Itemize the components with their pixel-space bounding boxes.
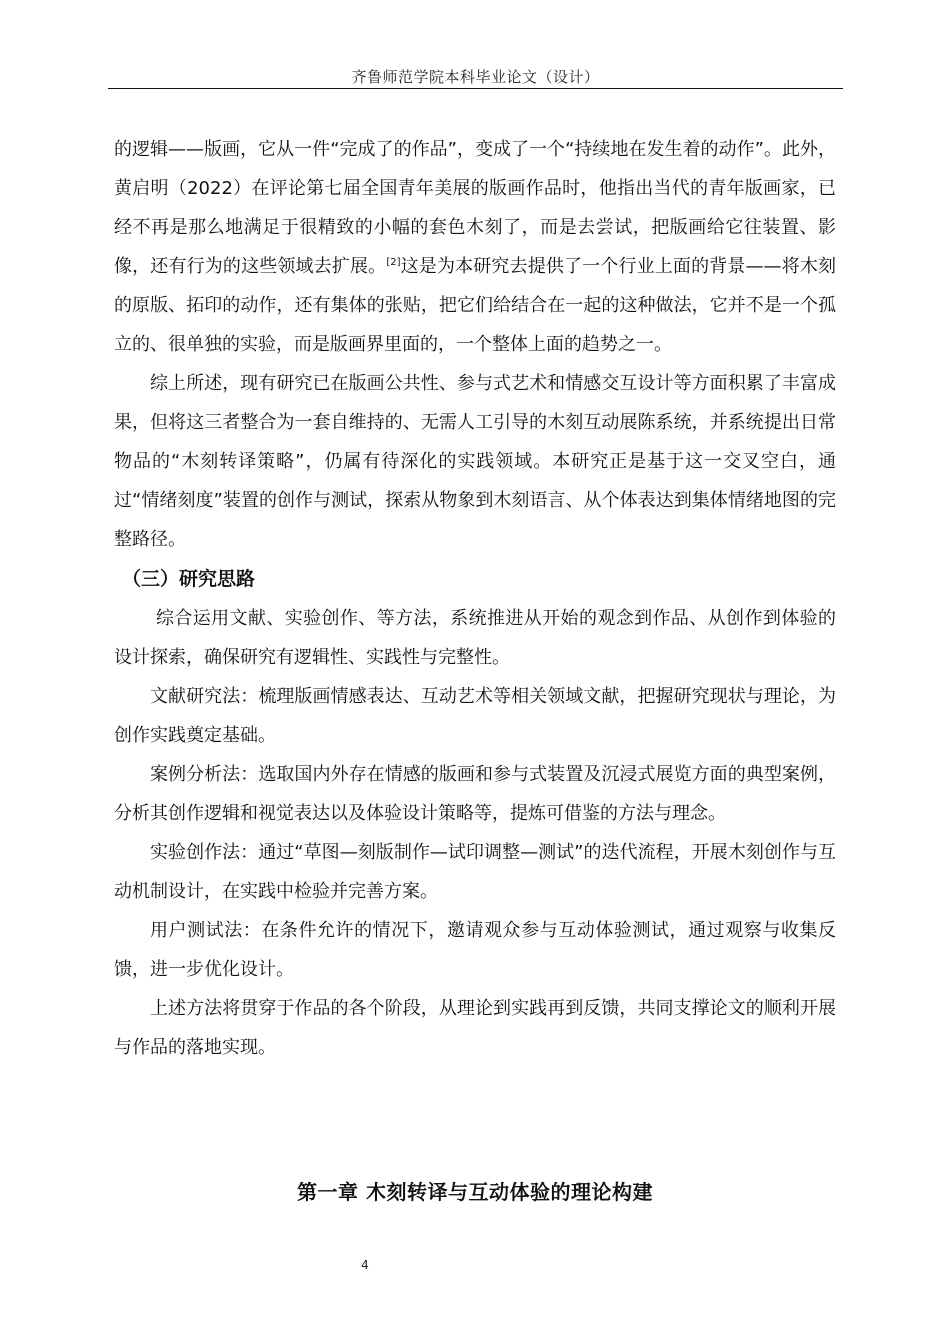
body-text	[114, 130, 836, 1067]
section-intro-paragraph: 综合运用文献、实验创作、等方法，系统推进从开始的观念到作品、从创作到体验的设计探索，确保研究有逻辑性、实践性与完整性。	[114, 608, 836, 668]
method-literature-paragraph: 文献研究法：梳理版画情感表达、互动艺术等相关领域文献，把握研究现状与理论，为创作实践奠定基础。	[114, 686, 836, 746]
method-case-analysis-paragraph: 案例分析法：选取国内外存在情感的版画和参与式装置及沉浸式展览方面的典型案例，分析其创作逻辑和视觉表达以及体验设计策略等，提炼可借鉴的方法与理念。	[114, 764, 836, 824]
method-user-testing-paragraph: 用户测试法：在条件允许的情况下，邀请观众参与互动体验测试，通过观察与收集反馈，进一步优化设计。	[114, 920, 836, 980]
paragraph-continued	[114, 130, 836, 364]
method-experimental-creation-paragraph: 实验创作法：通过“草图—刻版制作—试印调整—测试”的迭代流程，开展木刻创作与互动机制设计，在实践中检验并完善方案。	[114, 842, 836, 902]
citation-marker[interactable]: [2]	[386, 257, 401, 268]
running-header: 齐鲁师范学院本科毕业论文（设计）	[351, 68, 600, 86]
chapter-title: 第一章 木刻转译与互动体验的理论构建	[297, 1180, 653, 1204]
paragraph-text: 的逻辑——版画，它从一件“完成了的作品”，变成了一个“持续地在发生着的动作”。此外，黄启明（2022）在评论第七届全国青年美展的版画作品时，他指出当代的青年版画家，已经不再是那么地满足于很精致的小幅的套色木刻了，而是去尝试，把版画给它往装置、影像，还有行为的这些领域去扩展。	[114, 139, 836, 277]
conclusion-paragraph: 上述方法将贯穿于作品的各个阶段，从理论到实践再到反馈，共同支撑论文的顺利开展与作品的落地实现。	[114, 998, 836, 1058]
page-number: 4	[361, 1258, 369, 1272]
section-heading: （三）研究思路	[122, 568, 256, 590]
header-divider	[108, 88, 843, 89]
paragraph-text: 这是为本研究去提供了一个行业上面的背景——将木刻的原版、拓印的动作，还有集体的张贴，把它们给结合在一起的这种做法，它并不是一个孤立的、很单独的实验，而是版画界里面的，一个整体上面的趋势之一。	[114, 256, 837, 355]
summary-paragraph: 综上所述，现有研究已在版画公共性、参与式艺术和情感交互设计等方面积累了丰富成果，但将这三者整合为一套自维持的、无需人工引导的木刻互动展陈系统，并系统提出日常物品的“木刻转译策略”，仍属有待深化的实践领域。本研究正是基于这一交叉空白，通过“情绪刻度”装置的创作与测试，探索从物象到木刻语言、从个体表达到集体情绪地图的完整路径。	[114, 373, 836, 550]
